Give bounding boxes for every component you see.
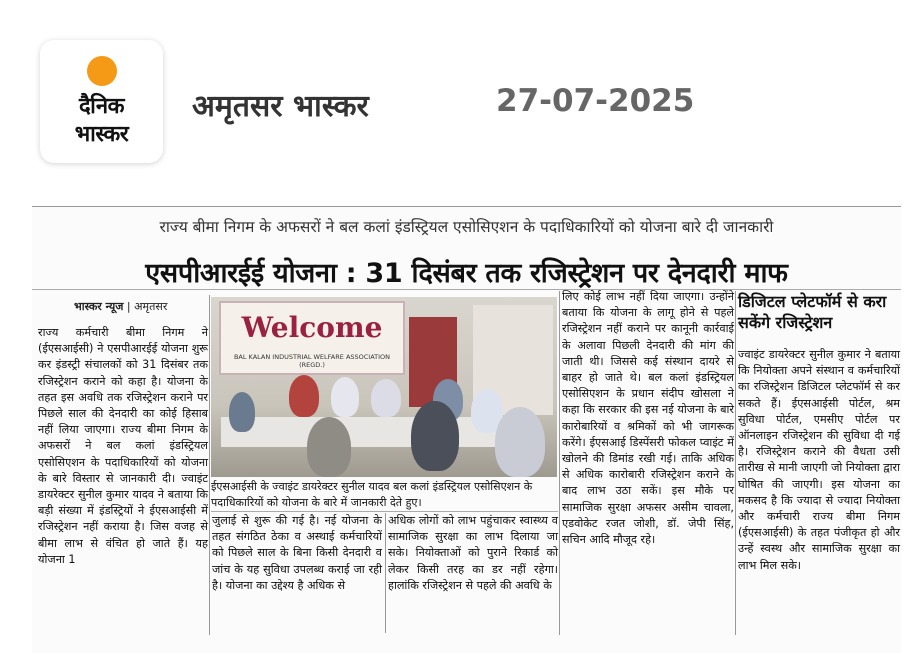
logo-text-line1: दैनिक [79, 94, 124, 119]
article-column-3: अधिक लोगों को लाभ पहुंचाकर स्वास्थ्य व सामाजिक सुरक्षा का लाभ दिलाया जा सके। नियोक्ताओं को पुराने रिकार्ड को लेकर किसी तरह का डर नहीं रहेगा। हालांकि रजिस्ट्रेशन से पहले की अवधि के [388, 514, 558, 592]
byline-source: भास्कर न्यूज [74, 300, 124, 313]
article-photo [211, 297, 557, 477]
edition-title: अमृतसर भास्कर [192, 89, 369, 124]
article-column-4: लिए कोई लाभ नहीं दिया जाएगा। उन्होंने बताया कि योजना के लागू होने से पहले रजिस्ट्रेशन नहीं कराने पर कानूनी कार्रवाई के अलावा पिछली देनदारी की मांग की जाती थी। जिससे कई संस्थान दायरे से बाहर हो जाते थे। बल कलां इंडस्ट्रियल एसोसिएशन के प्रधान संदीप खोसला ने कहा कि सरकार की इस नई योजना के बारे कारोबारियों व श्रमिकों को भी जागरूक करेंगे। ईएसआई डिस्पेंसरी फोकल प्वाइंट में खोलने की डिमांड रखी गई। ताकि अधिक से अधिक कारोबारी रजिस्ट्रेशन कराने के बाद लाभ उठा सकें। इस मौके पर सामाजिक सुरक्षा अफसर असीम चावला, एडवोकेट रजत जोशी, डॉ. जेपी सिंह, सचिन आदि मौजूद रहे। [562, 290, 734, 547]
divider [211, 511, 558, 512]
person-figure [495, 407, 545, 477]
article-column-2: जुलाई से शुरू की गई है। नई योजना के तहत संगठित ठेका व अस्थाई कर्मचारियों को पिछले साल के बिना किसी देनदारी व जांच के यह सुविधा उपलब्ध कराई जा रही है। योजना का उद्देश्य है अधिक से [212, 514, 382, 592]
person-figure [411, 401, 459, 471]
person-figure [229, 392, 255, 432]
side-headline: डिजिटल प्लेटफॉर्म से करा सकेंगे रजिस्ट्रेशन [738, 292, 887, 332]
news-clipping [32, 206, 901, 653]
photo-caption: ईएसआईसी के ज्वाइंट डायरेक्टर सुनील यादव बल कलां इंडस्ट्रियल एसोसिएशन के पदाधिकारियों को योजना के बारे में जानकारी देते हुए। [211, 480, 533, 509]
person-figure [289, 375, 319, 417]
banner-welcome-text: Welcome [241, 311, 383, 344]
welcome-banner [219, 301, 405, 375]
person-figure [331, 377, 359, 417]
divider [559, 291, 560, 635]
article-column-1: राज्य कर्मचारी बीमा निगम ने (ईएसआईसी) ने एसपीआरईई योजना शुरू कर इंडस्ट्री संचालकों को 31 दिसंबर तक रजिस्ट्रेशन कराने को कहा है। योजना के तहत इस अवधि तक रजिस्ट्रेशन कराने पर पिछले साल की देनदारी का कोई हिसाब नहीं लिया जाएगा। राज्य बीमा निगम के अफसरों ने बल कलां इंडस्ट्रियल एसोसिएशन के पदाधिकारियों को योजना के बारे विस्तार से जानकारी दी। ज्वाइंट डायरेक्टर सुनील कुमार यादव ने बताया कि बड़ी संख्या में इंडस्ट्रियों ने ईएसआईसी में रजिस्ट्रेशन नहीं कराया है। जिस वजह से बीमा लाभ से वंचित हो जाते हैं। यह योजना 1 [38, 326, 208, 566]
logo-text-line2: भास्कर [74, 122, 129, 147]
byline-city: अमृतसर [134, 300, 168, 313]
banner-association-text: BAL KALAN INDUSTRIAL WELFARE ASSOCIATION (REGD.) [233, 353, 391, 369]
byline: भास्कर न्यूज | अमृतसर [74, 300, 168, 313]
divider [209, 295, 210, 635]
divider [385, 513, 386, 633]
article-kicker: राज्य बीमा निगम के अफसरों ने बल कलां इंडस्ट्रियल एसोसिएशन के पदाधिकारियों को योजना बारे दी जानकारी [159, 218, 774, 236]
side-column: ज्वाइंट डायरेक्टर सुनील कुमार ने बताया कि नियोक्ता अपने संस्थान व कर्मचारियों का रजिस्ट्रेशन डिजिटल प्लेटफॉर्म से कर सकते हैं। ईएसआईसी पोर्टल, श्रम सुविधा पोर्टल, एमसीए पोर्टल पर ऑनलाइन रजिस्ट्रेशन की सुविधा दी गई है। रजिस्ट्रेशन कराने की वैधता उसी तारीख से मानी जाएगी जो नियोक्ता द्वारा घोषित की जाएगी। इस योजना का मकसद है कि ज्यादा से ज्यादा नियोक्ता और कर्मचारी राज्य बीमा निगम (ईएसआईसी) के तहत पंजीकृत हो और उन्हें स्वस्थ और सामाजिक सुरक्षा का लाभ मिल सके। [738, 348, 900, 572]
divider [735, 291, 736, 635]
divider [32, 289, 901, 290]
dainik-bhaskar-logo [40, 40, 163, 163]
article-headline: एसपीआरईई योजना : 31 दिसंबर तक रजिस्ट्रेशन पर देनदारी माफ [145, 258, 788, 289]
person-figure [307, 417, 351, 477]
person-figure [371, 379, 401, 417]
logo-sun-icon [87, 56, 117, 86]
edition-date: 27-07-2025 [496, 83, 695, 119]
